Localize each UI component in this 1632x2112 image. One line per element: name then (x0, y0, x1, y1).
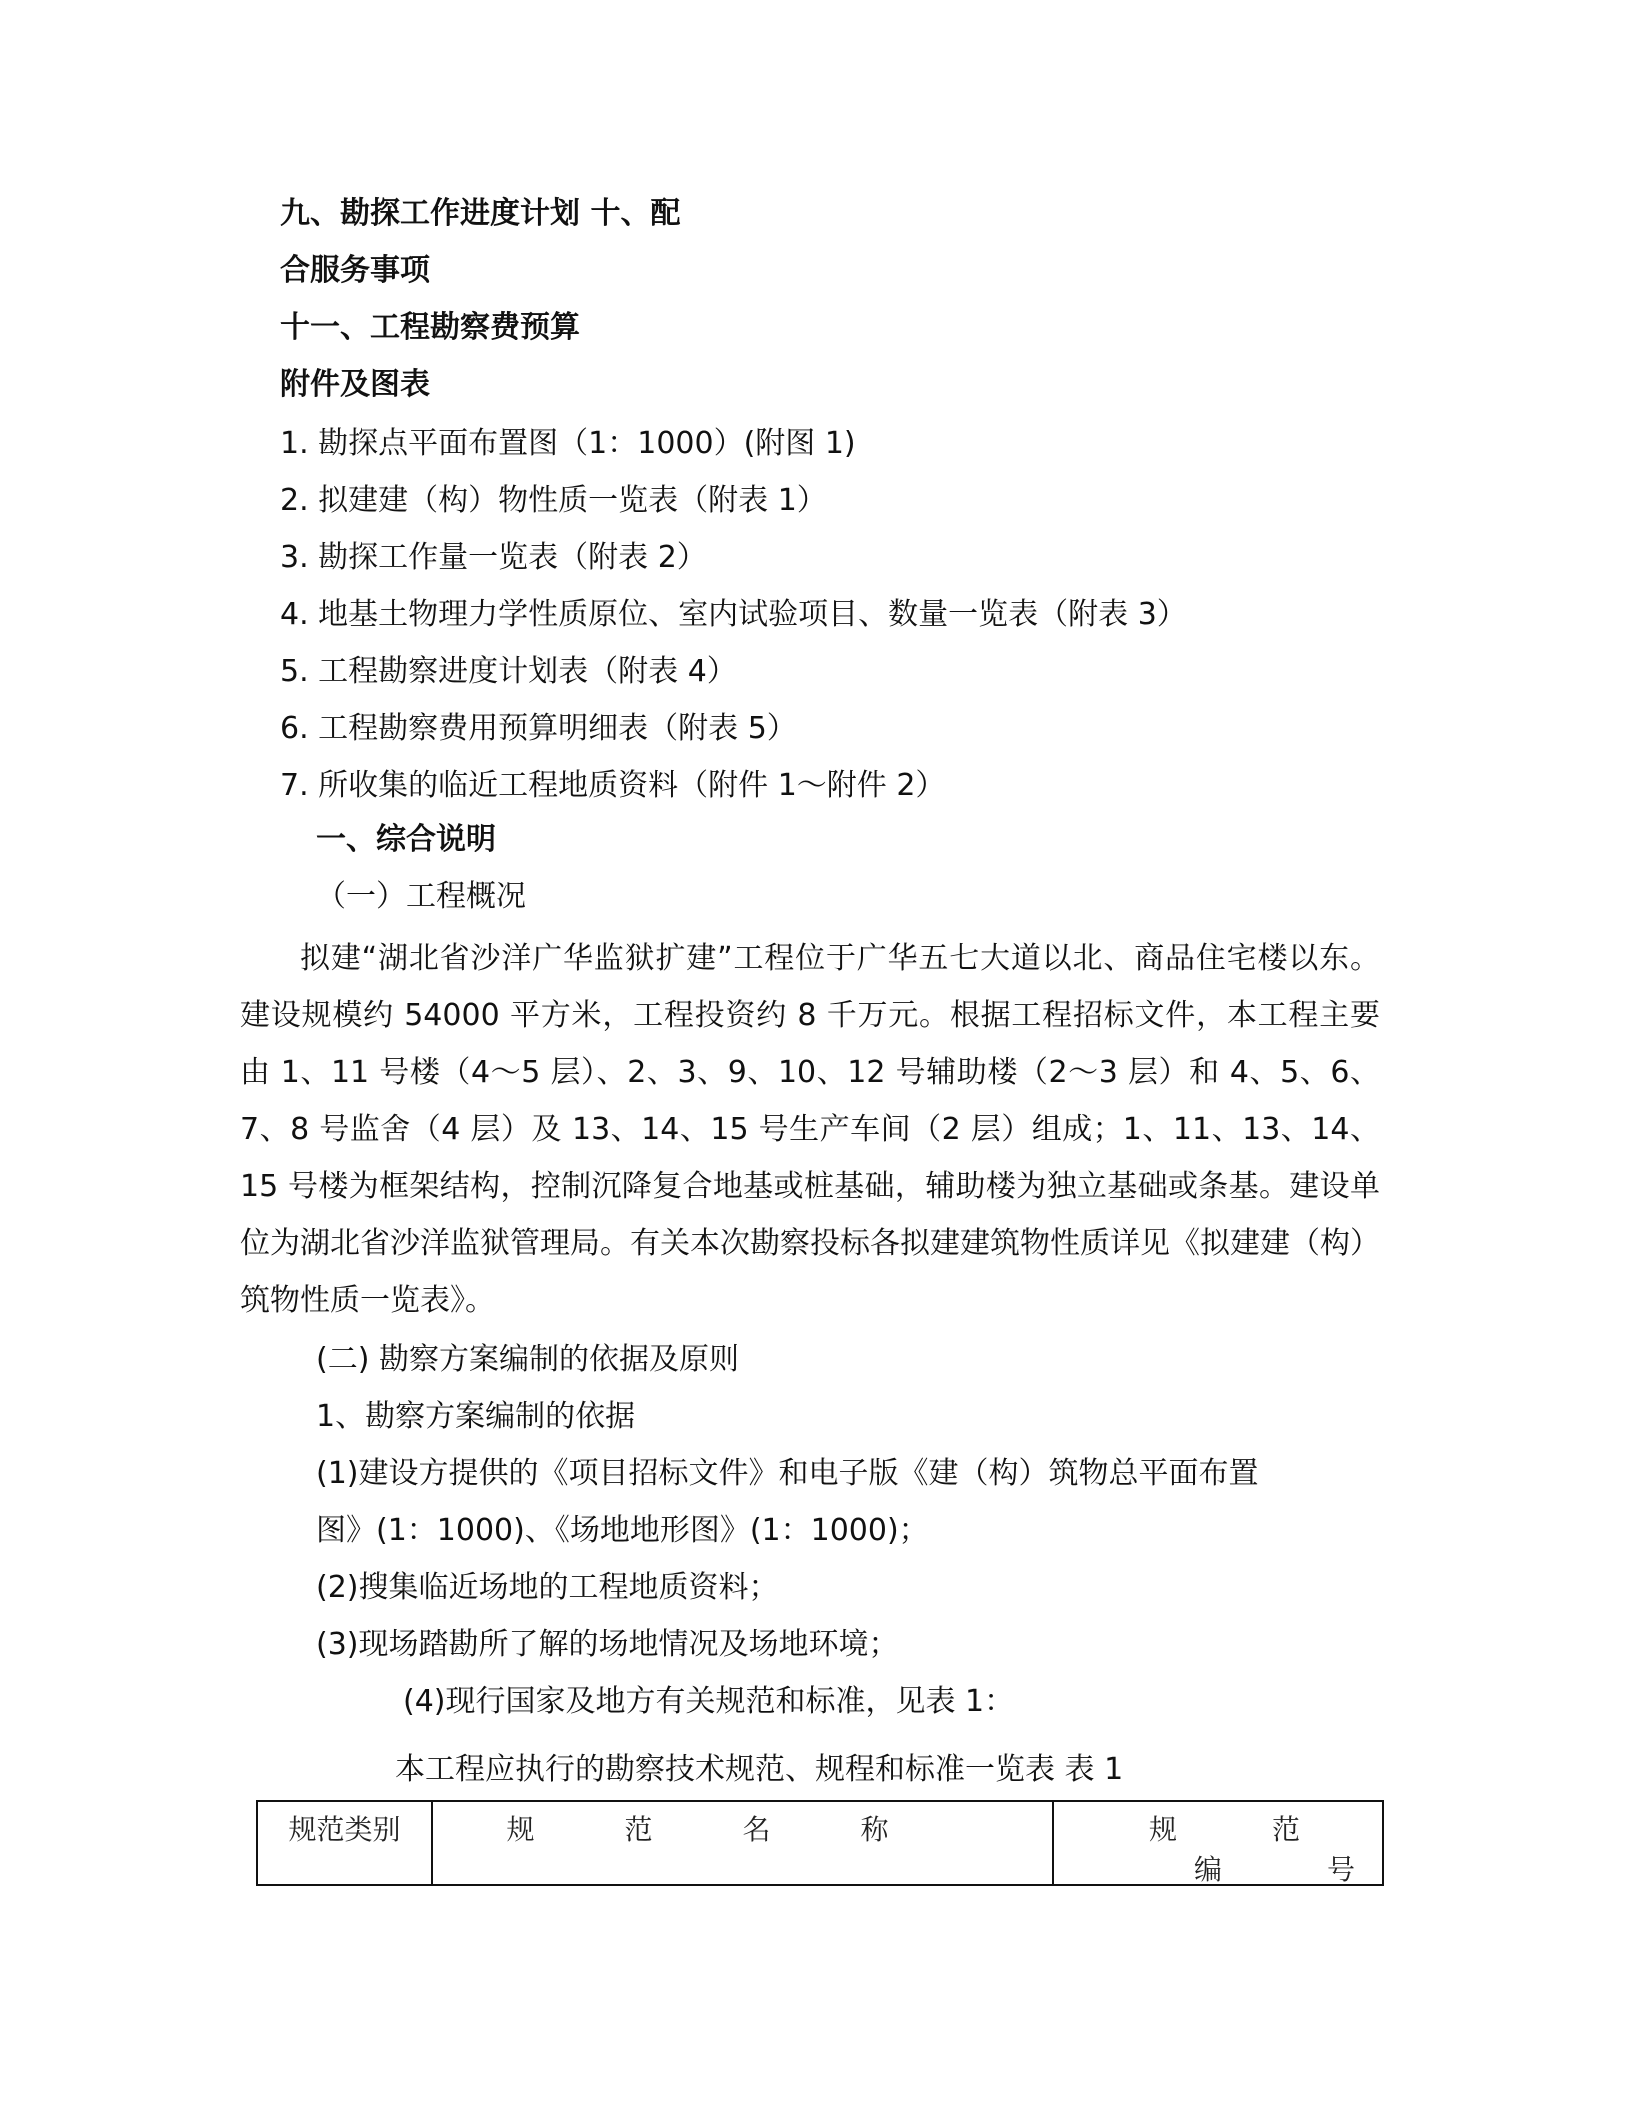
attachments-title: 附件及图表 (280, 367, 430, 402)
header-category: 规范类别 (257, 1801, 432, 1885)
basis-item-cont: 图》(1：1000)、《场地地形图》(1：1000)； (316, 1513, 929, 1548)
attachment-item: 7. 所收集的临近工程地质资料（附件 1～附件 2） (280, 768, 946, 803)
header-code-line1: 规范 (1149, 1813, 1396, 1846)
table-header-row (257, 1801, 1383, 1885)
attachment-item: 2. 拟建建（构）物性质一览表（附表 1） (280, 483, 827, 518)
header-code (1053, 1801, 1461, 1886)
basis-item: (1)建设方提供的《项目招标文件》和电子版《建（构）筑物总平面布置 (316, 1456, 1259, 1491)
attachment-item: 1. 勘探点平面布置图（1：1000）(附图 1) (280, 426, 856, 461)
attachment-item: 5. 工程勘察进度计划表（附表 4） (280, 654, 737, 689)
basis-item: (2)搜集临近场地的工程地质资料； (316, 1570, 779, 1605)
project-overview-paragraph: 拟建“湖北省沙洋广华监狱扩建”工程位于广华五七大道以北、商品住宅楼以东。建设规模约 54000 平方米，工程投资约 8 千万元。根据工程招标文件，本工程主要由 1、11 号楼（4～5 层）、2、3、9、10、12 号辅助楼（2～3 层）和 4、5、6、7、8 号监舍（4 层）及 13、14、15 号生产车间（2 层）组成；1、11、13、14、15 号楼为框架结构，控制沉降复合地基或桩基础，辅助楼为独立基础或条基。建设单位为湖北省沙洋监狱管理局。有关本次勘察投标各拟建建筑物性质详见《拟建建（构）筑物性质一览表》。 (240, 941, 1380, 1318)
section-title: 一、综合说明 (316, 822, 496, 857)
attachment-item: 6. 工程勘察费用预算明细表（附表 5） (280, 711, 797, 746)
header-code-line2: 编号 (1194, 1853, 1461, 1886)
toc-heading-11: 十一、工程勘察费预算 (280, 310, 580, 345)
subsection-title: (二) 勘察方案编制的依据及原则 (316, 1342, 739, 1377)
table-caption: 本工程应执行的勘察技术规范、规程和标准一览表 表 1 (395, 1752, 1124, 1787)
subsection-title: （一）工程概况 (316, 879, 526, 914)
basis-item: (3)现场踏勘所了解的场地情况及场地环境； (316, 1627, 899, 1662)
basis-item: (4)现行国家及地方有关规范和标准，见表 1： (403, 1684, 1015, 1719)
toc-heading-9-10: 九、勘探工作进度计划 十、配 (280, 196, 681, 231)
standards-table (256, 1800, 1461, 1886)
toc-heading-10-cont: 合服务事项 (280, 253, 430, 288)
subsection-item-title: 1、勘察方案编制的依据 (316, 1399, 636, 1434)
attachment-item: 3. 勘探工作量一览表（附表 2） (280, 540, 707, 575)
attachment-item: 4. 地基土物理力学性质原位、室内试验项目、数量一览表（附表 3） (280, 597, 1187, 632)
header-name: 规范名称 (432, 1801, 1053, 1885)
